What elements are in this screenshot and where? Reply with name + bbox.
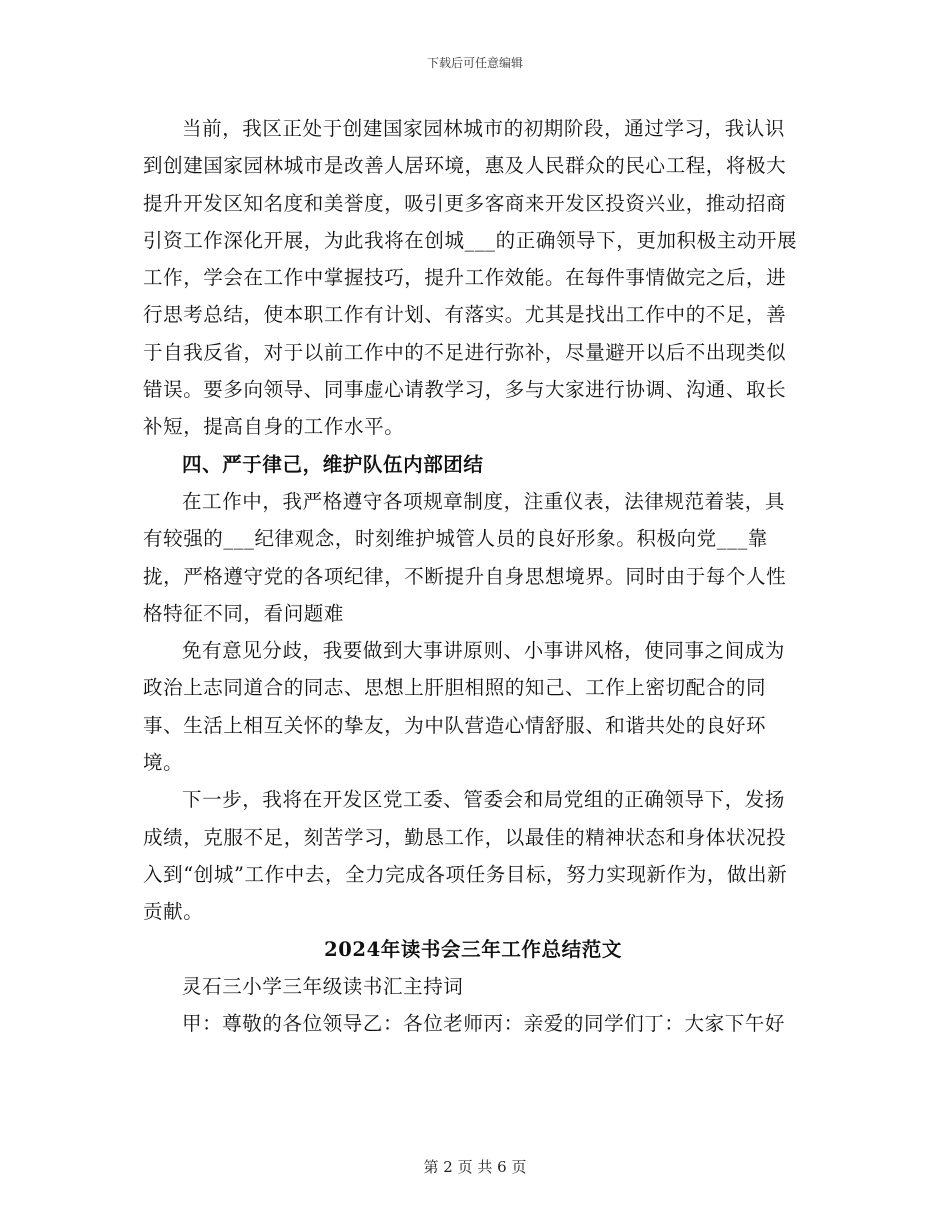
section-heading-4: 四、严于律己，维护队伍内部团结	[182, 452, 484, 476]
paragraph-team-harmony: 免有意见分歧，我要做到大事讲原则、小事讲风格，使同事之间成为政治上志同道合的同志、思想上肝胆相照的知己、工作上密切配合的同事、生活上相互关怀的挚友，为中队营造心情舒服、和谐共处的良好环境。	[143, 639, 786, 775]
paragraph-greeting: 甲：尊敬的各位领导乙：各位老师丙：亲爱的同学们丁：大家下午好	[182, 1012, 786, 1036]
paragraph-creating-garden-city: 当前，我区正处于创建国家园林城市的初期阶段，通过学习，我认识到创建国家园林城市是改善人居环境，惠及人民群众的民心工程，将极大提升开发区知名度和美誉度，吸引更多客商来开发区投资兴业，推动招商引资工作深化开展，为此我将在创城___的正确领导下，更加积极主动开展工作，学会在工作中掌握技巧，提升工作效能。在每件事情做完之后，进行思考总结，使本职工作有计划、有落实。尤其是找出工作中的不足，善于自我反省，对于以前工作中的不足进行弥补，尽量避开以后不出现类似错误。要多向领导、同事虚心请教学习，多与大家进行协调、沟通、取长补短，提高自身的工作水平。	[143, 117, 798, 439]
document-title: 2024年读书会三年工作总结范文	[324, 937, 622, 961]
document-body	[143, 110, 803, 1042]
paragraph-discipline: 在工作中，我严格遵守各项规章制度，注重仪表，法律规范着装，具有较强的___纪律观念，时刻维护城管人员的良好形象。积极向党___靠拢，严格遵守党的各项纪律，不断提升自身思想境界。同时由于每个人性格特征不同，看问题难	[143, 489, 787, 625]
paragraph-next-step: 下一步，我将在开发区党工委、管委会和局党组的正确领导下，发扬成绩，克服不足，刻苦学习，勤恳工作，以最佳的精神状态和身体状况投入到“创城”工作中去，全力完成各项任务目标，努力实现新作为，做出新贡献。	[143, 788, 788, 924]
page-number: 第 2 页 共 6 页	[423, 1158, 527, 1176]
paragraph-host-script-title: 灵石三小学三年级读书汇主持词	[182, 974, 464, 998]
page-header: 下载后可任意编辑	[426, 56, 523, 70]
